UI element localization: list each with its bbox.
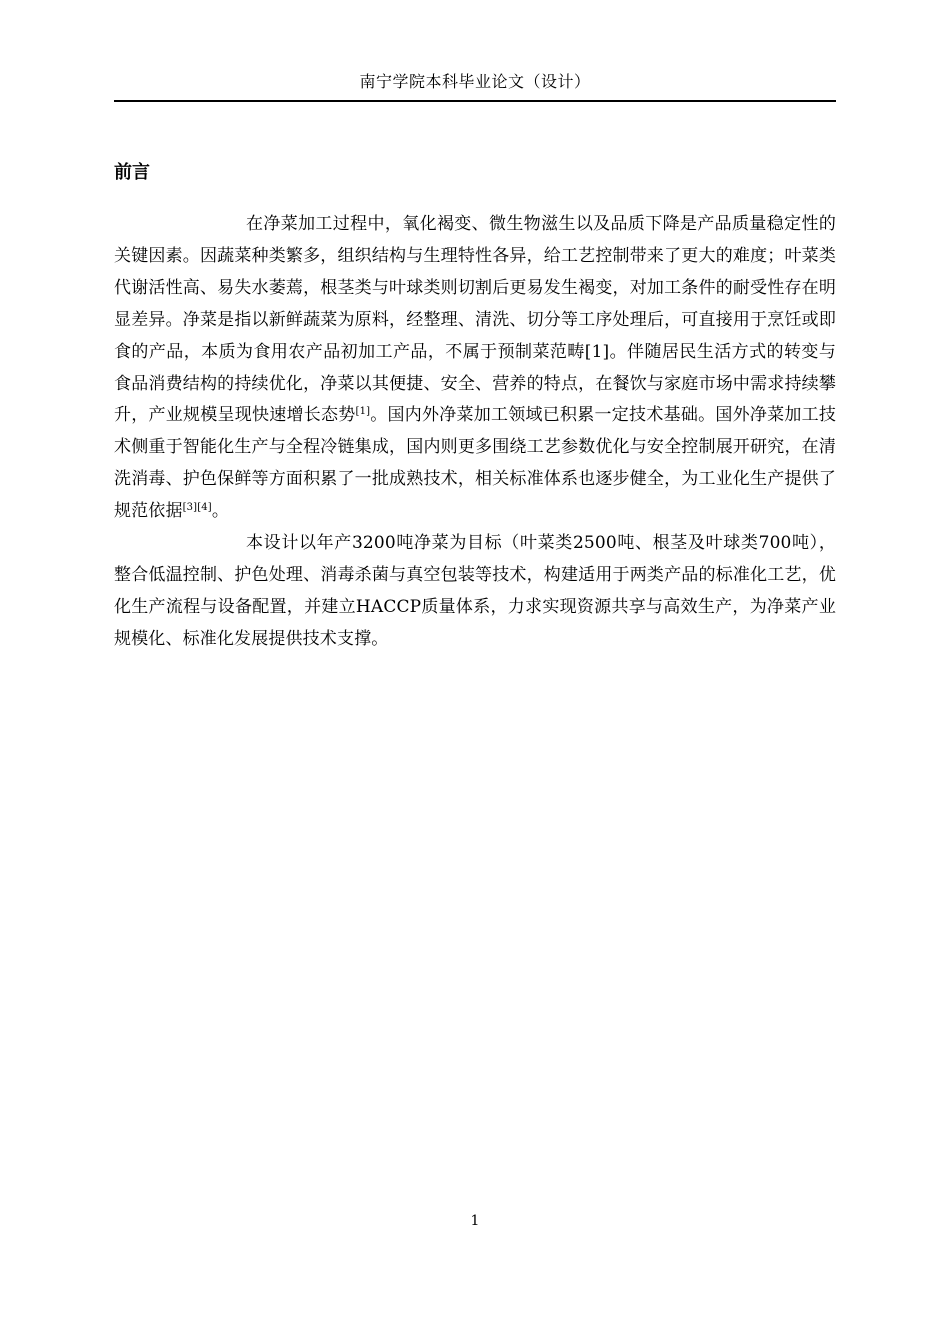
section-title: 前言	[114, 162, 150, 183]
page-header	[114, 70, 836, 102]
header-title: 南宁学院本科毕业论文（设计）	[359, 72, 591, 91]
citation-ref: [3][4]	[182, 502, 212, 514]
body-text	[114, 209, 836, 656]
paragraph-2: 本设计以年产3200吨净菜为目标（叶菜类2500吨、根茎及叶球类700吨），整合低温控制、护色处理、消毒杀菌与真空包装等技术，构建适用于两类产品的标准化工艺，优化生产流程与设备配置，并建立HACCP质量体系，力求实现资源共享与高效生产，为净菜产业规模化、标准化发展提供技术支撑。	[114, 533, 836, 649]
paragraph-1-text-cont: 。国内外净菜加工领域已积累一定技术基础。国外净菜加工技术侧重于智能化生产与全程冷链集成，国内则更多围绕工艺参数优化与安全控制展开研究，在清洗消毒、护色保鲜等方面积累了一批成熟技术，相关标准体系也逐步健全，为工业化生产提供了规范依据	[114, 405, 836, 522]
citation-ref: [1]	[355, 406, 371, 418]
paragraph-1-text-end: 。	[211, 501, 229, 522]
paragraph-1-text: 在净菜加工过程中，氧化褐变、微生物滋生以及品质下降是产品质量稳定性的关键因素。因蔬菜种类繁多，组织结构与生理特性各异，给工艺控制带来了更大的难度；叶菜类代谢活性高、易失水萎蔫，根茎类与叶球类则切割后更易发生褐变，对加工条件的耐受性存在明显差异。净菜是指以新鲜蔬菜为原料，经整理、清洗、切分等工序处理后，可直接用于烹饪或即食的产品，本质为食用农产品初加工产品，不属于预制菜范畴[1]。伴随居民生活方式的转变与食品消费结构的持续优化，净菜以其便捷、安全、营养的特点，在餐饮与家庭市场中需求持续攀升，产业规模呈现快速增长态势	[114, 214, 836, 426]
page-number: 1	[470, 1213, 480, 1229]
paragraph-1	[114, 209, 836, 528]
